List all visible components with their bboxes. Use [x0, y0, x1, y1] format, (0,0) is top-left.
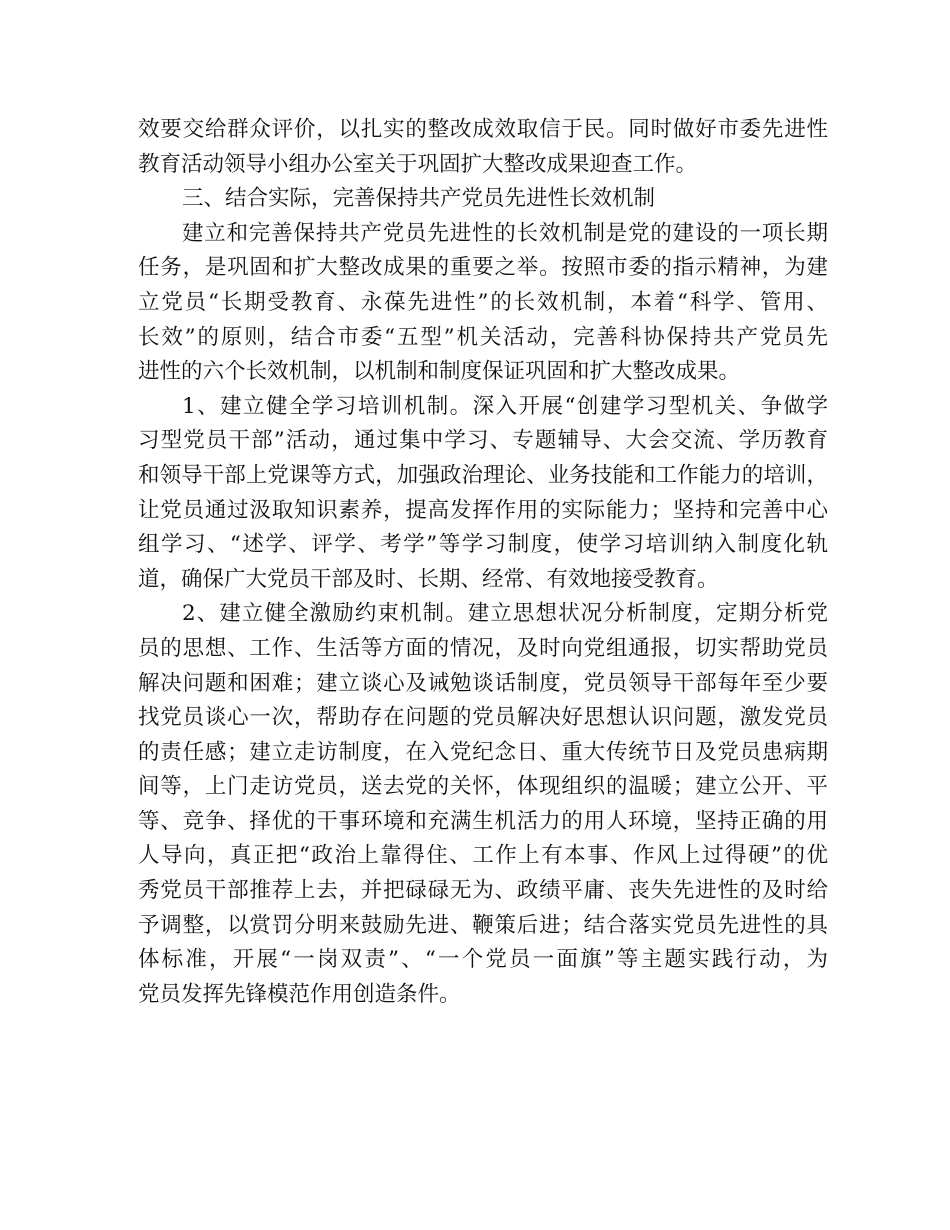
document-page: [138, 113, 828, 1012]
section-title: 三、结合实际，完善保持共产党员先进性长效机制: [182, 186, 656, 212]
text-line: 组学习、“述学、评学、考学”等学习制度，使学习培训纳入制度化轨: [138, 532, 828, 558]
paragraph: [138, 217, 828, 390]
numbered-item: [138, 390, 828, 598]
text-line: 找党员谈心一次，帮助存在问题的党员解决好思想认识问题，激发党员: [138, 705, 828, 731]
text-line: 间等，上门走访党员，送去党的关怀，体现组织的温暖；建立公开、平: [138, 774, 828, 800]
text-line: 效要交给群众评价，以扎实的整改成效取信于民。同时做好市委先进性: [138, 117, 828, 142]
text-line: 习型党员干部”活动，通过集中学习、专题辅导、大会交流、学历教育: [138, 428, 828, 454]
text-line: 体标准，开展“一岗双责”、“一个党员一面旗”等主题实践行动，为: [138, 947, 828, 973]
text-line: 员的思想、工作、生活等方面的情况，及时向党组通报，切实帮助党员: [138, 635, 828, 661]
text-line: 进性的六个长效机制，以机制和制度保证巩固和扩大整改成果。: [138, 359, 741, 385]
text-line: 予调整，以赏罚分明来鼓励先进、鞭策后进；结合落实党员先进性的具: [138, 912, 828, 938]
numbered-item: [138, 597, 828, 1012]
text-line: 的责任感；建立走访制度，在入党纪念日、重大传统节日及党员患病期: [138, 739, 828, 765]
text-line: 建立和完善保持共产党员先进性的长效机制是党的建设的一项长期: [182, 220, 828, 246]
section-heading: [138, 182, 828, 217]
text-line: 和领导干部上党课等方式，加强政治理论、业务技能和工作能力的培训，: [138, 462, 828, 488]
text-line: 2、建立健全激励约束机制。建立思想状况分析制度，定期分析党: [182, 601, 828, 627]
text-line: 长效”的原则，结合市委“五型”机关活动，完善科协保持共产党员先: [138, 324, 828, 350]
text-line: 道，确保广大党员干部及时、长期、经常、有效地接受教育。: [138, 566, 719, 592]
text-line: 解决问题和困难；建立谈心及诫勉谈话制度，党员领导干部每年至少要: [138, 670, 828, 696]
text-line: 人导向，真正把“政治上靠得住、工作上有本事、作风上过得硬”的优: [138, 843, 828, 869]
text-line: 党员发挥先锋模范作用创造条件。: [138, 981, 461, 1007]
text-line: 1、建立健全学习培训机制。深入开展“创建学习型机关、争做学: [182, 393, 828, 419]
paragraph-continuation: [138, 113, 828, 182]
text-line: 任务，是巩固和扩大整改成果的重要之举。按照市委的指示精神，为建: [138, 255, 828, 281]
text-line: 让党员通过汲取知识素养，提高发挥作用的实际能力；坚持和完善中心: [138, 497, 828, 523]
text-line: 教育活动领导小组办公室关于巩固扩大整改成果迎查工作。: [138, 151, 698, 177]
text-line: 立党员“长期受教育、永葆先进性”的长效机制，本着“科学、管用、: [138, 289, 828, 315]
text-line: 秀党员干部推荐上去，并把碌碌无为、政绩平庸、丧失先进性的及时给: [138, 878, 828, 904]
text-line: 等、竞争、择优的干事环境和充满生机活力的用人环境，坚持正确的用: [138, 808, 828, 834]
